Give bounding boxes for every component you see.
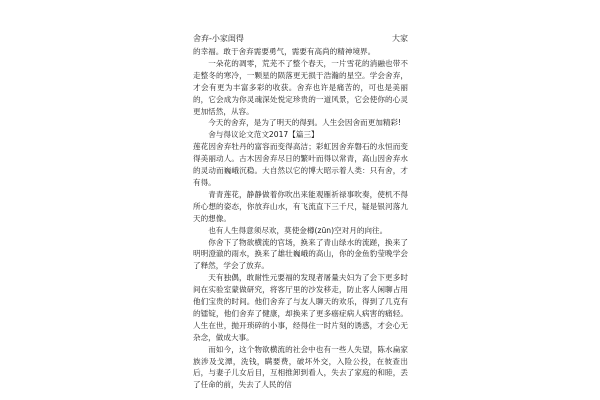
paragraph-9: 而如今，这个物欲横流的社会中也有一些人失望，陈水扁家族涉及戈潭，洗钱，瞒要费，破坏外交，入险公投，在彼查出后，与妻子儿女后目，互相推卸到看人，失去了家庭的和睦，丢了任命的前，失去了人民的信 (193, 344, 408, 390)
paragraph-8: 天有独偶，敢耐性元要福的发现者屠量夫妇为了会下更多时间在实验室蒙做研究，将客厅里的沙发移走，防止客人闲聊占用他们宝贵的时间。他们舍弃了与友人聊天的欢乐，得到了几克有的镭锭，他们舍弃了健康，却换来了更多癌症病人病害的痛轻。人生在世，抛开琐碎的小事，经得住一时片刻的诱惑，才会心无杂念，做成大事。 (193, 273, 408, 342)
section-heading: 舍与得议论文范文2017【篇三】 (208, 130, 319, 140)
document-body (193, 46, 408, 391)
page-header (193, 33, 408, 44)
paragraph-4: 莲花因舍弃牡丹的富容而变得高洁；彩虹因舍弃磐石的永恒而变得美丽动人。古木因舍弃尽日的繁叶而得以常青，高山因舍弃水的灵动而巍峨沉稳。大自然以它的博大昭示着人类：只有舍，才有得。 (193, 142, 408, 187)
paragraph-3: 今天的舍弃，是为了明天的得到。人生会因舍而更加精彩! (208, 118, 402, 128)
paragraph-2: 一朵花的凋零，荒芜不了整个春天，一片雪花的消融也带不走整冬的寒冷，一颗星的陨落更无损于浩瀚的星空。学会舍弃，才会有更为丰富多彩的收获。舍弃也许是痛苦的，可也是美丽的，它会成为你灵魂深处悦定珍贵的一道风景，它会使你的心灵更加恬然，从容。 (193, 58, 408, 116)
header-right-text: 大家 (392, 34, 408, 43)
paragraph-6: 也有人生得意须尽欢，莫使金樽(zūn)空对月的向往。 (208, 225, 388, 235)
paragraph-1: 的幸福。敢于舍弃需要勇气，需要有高尚的精神境界。 (193, 47, 376, 56)
paragraph-5: 青青莲花，静静做着你吹出来能观雁祈禄事吹奏，使机不得所心想的姿态，你放弃山水，有飞流直下三千尺，疑是银河落九天的想像。 (193, 189, 408, 223)
header-title: 舍弃-小家闺得 (193, 34, 244, 43)
paragraph-7: 你舍下了物欲横流的官场，换来了青山绿水的流蹉，换来了明明澄澈的雨水，换来了雄壮巍峨的高山，你的金鱼豹莹晚学会了释然，学会了放弃。 (193, 237, 408, 271)
